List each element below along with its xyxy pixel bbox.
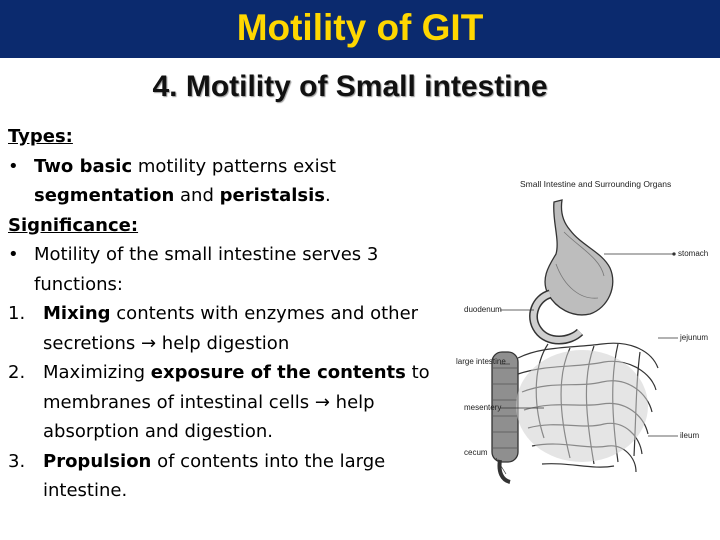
label-mesentery: mesentery bbox=[464, 403, 502, 412]
function-item-2 bbox=[8, 358, 453, 388]
item2-text-pre: Maximizing bbox=[43, 362, 151, 383]
item-number: 3. bbox=[8, 450, 26, 472]
intestine-illustration bbox=[452, 168, 714, 498]
function-item-3 bbox=[8, 447, 453, 477]
peristalsis-text: peristalsis bbox=[219, 185, 325, 206]
significance-bullet-line1 bbox=[8, 240, 453, 270]
item1-text: contents with enzymes and other bbox=[110, 303, 419, 324]
propulsion-text: Propulsion bbox=[43, 450, 152, 472]
label-cecum: cecum bbox=[464, 448, 488, 457]
item-number: 1. bbox=[8, 303, 26, 324]
slide-title: Motility of GIT bbox=[236, 7, 484, 48]
anatomy-figure bbox=[452, 168, 714, 498]
figure-title: Small Intestine and Surrounding Organs bbox=[520, 179, 672, 189]
function-item-2-cont bbox=[8, 388, 453, 418]
types-bold-text: Two basic bbox=[34, 155, 133, 177]
mixing-text: Mixing bbox=[43, 303, 111, 324]
types-bullet-line2 bbox=[8, 181, 453, 211]
item3-text: of contents into the large bbox=[151, 450, 386, 472]
and-text: and bbox=[174, 185, 220, 206]
segmentation-text: segmentation bbox=[34, 185, 175, 206]
types-bullet-line1 bbox=[8, 152, 453, 182]
function-item-3-cont bbox=[8, 476, 453, 506]
item3-text-cont: intestine. bbox=[43, 480, 128, 501]
label-ileum: ileum bbox=[680, 431, 700, 440]
bullet-marker: • bbox=[8, 155, 19, 177]
significance-text-cont: functions: bbox=[34, 273, 123, 295]
item2-text-cont: membranes of intestinal cells → help bbox=[43, 391, 375, 413]
exposure-text: exposure of the contents bbox=[150, 362, 406, 383]
slide-body bbox=[8, 122, 453, 506]
significance-bullet-line2 bbox=[8, 270, 453, 300]
types-heading-row bbox=[8, 122, 453, 152]
slide-subtitle: 4. Motility of Small intestine bbox=[152, 70, 548, 103]
period-text: . bbox=[324, 185, 331, 206]
title-bar bbox=[0, 0, 720, 58]
significance-text: Motility of the small intestine serves 3 bbox=[34, 244, 379, 265]
cecum-shape bbox=[499, 460, 510, 482]
function-item-1 bbox=[8, 299, 453, 329]
types-heading: Types: bbox=[8, 126, 73, 147]
item-number: 2. bbox=[8, 362, 26, 383]
item2-text-cont2: absorption and digestion. bbox=[43, 421, 273, 442]
label-jejunum: jejunum bbox=[680, 333, 709, 342]
function-item-1-cont bbox=[8, 329, 453, 359]
significance-heading: Significance: bbox=[8, 214, 139, 236]
item2-text: to bbox=[405, 362, 430, 383]
bullet-marker: • bbox=[8, 244, 19, 265]
item1-text-cont: secretions → help digestion bbox=[43, 332, 290, 354]
label-duodenum: duodenum bbox=[464, 305, 502, 314]
label-large-intestine: large intestine bbox=[456, 357, 506, 366]
stomach-shape bbox=[545, 200, 613, 315]
types-text: motility patterns exist bbox=[132, 155, 337, 177]
significance-heading-row bbox=[8, 211, 453, 241]
function-item-2-cont2 bbox=[8, 417, 453, 447]
label-stomach: stomach bbox=[678, 249, 709, 258]
